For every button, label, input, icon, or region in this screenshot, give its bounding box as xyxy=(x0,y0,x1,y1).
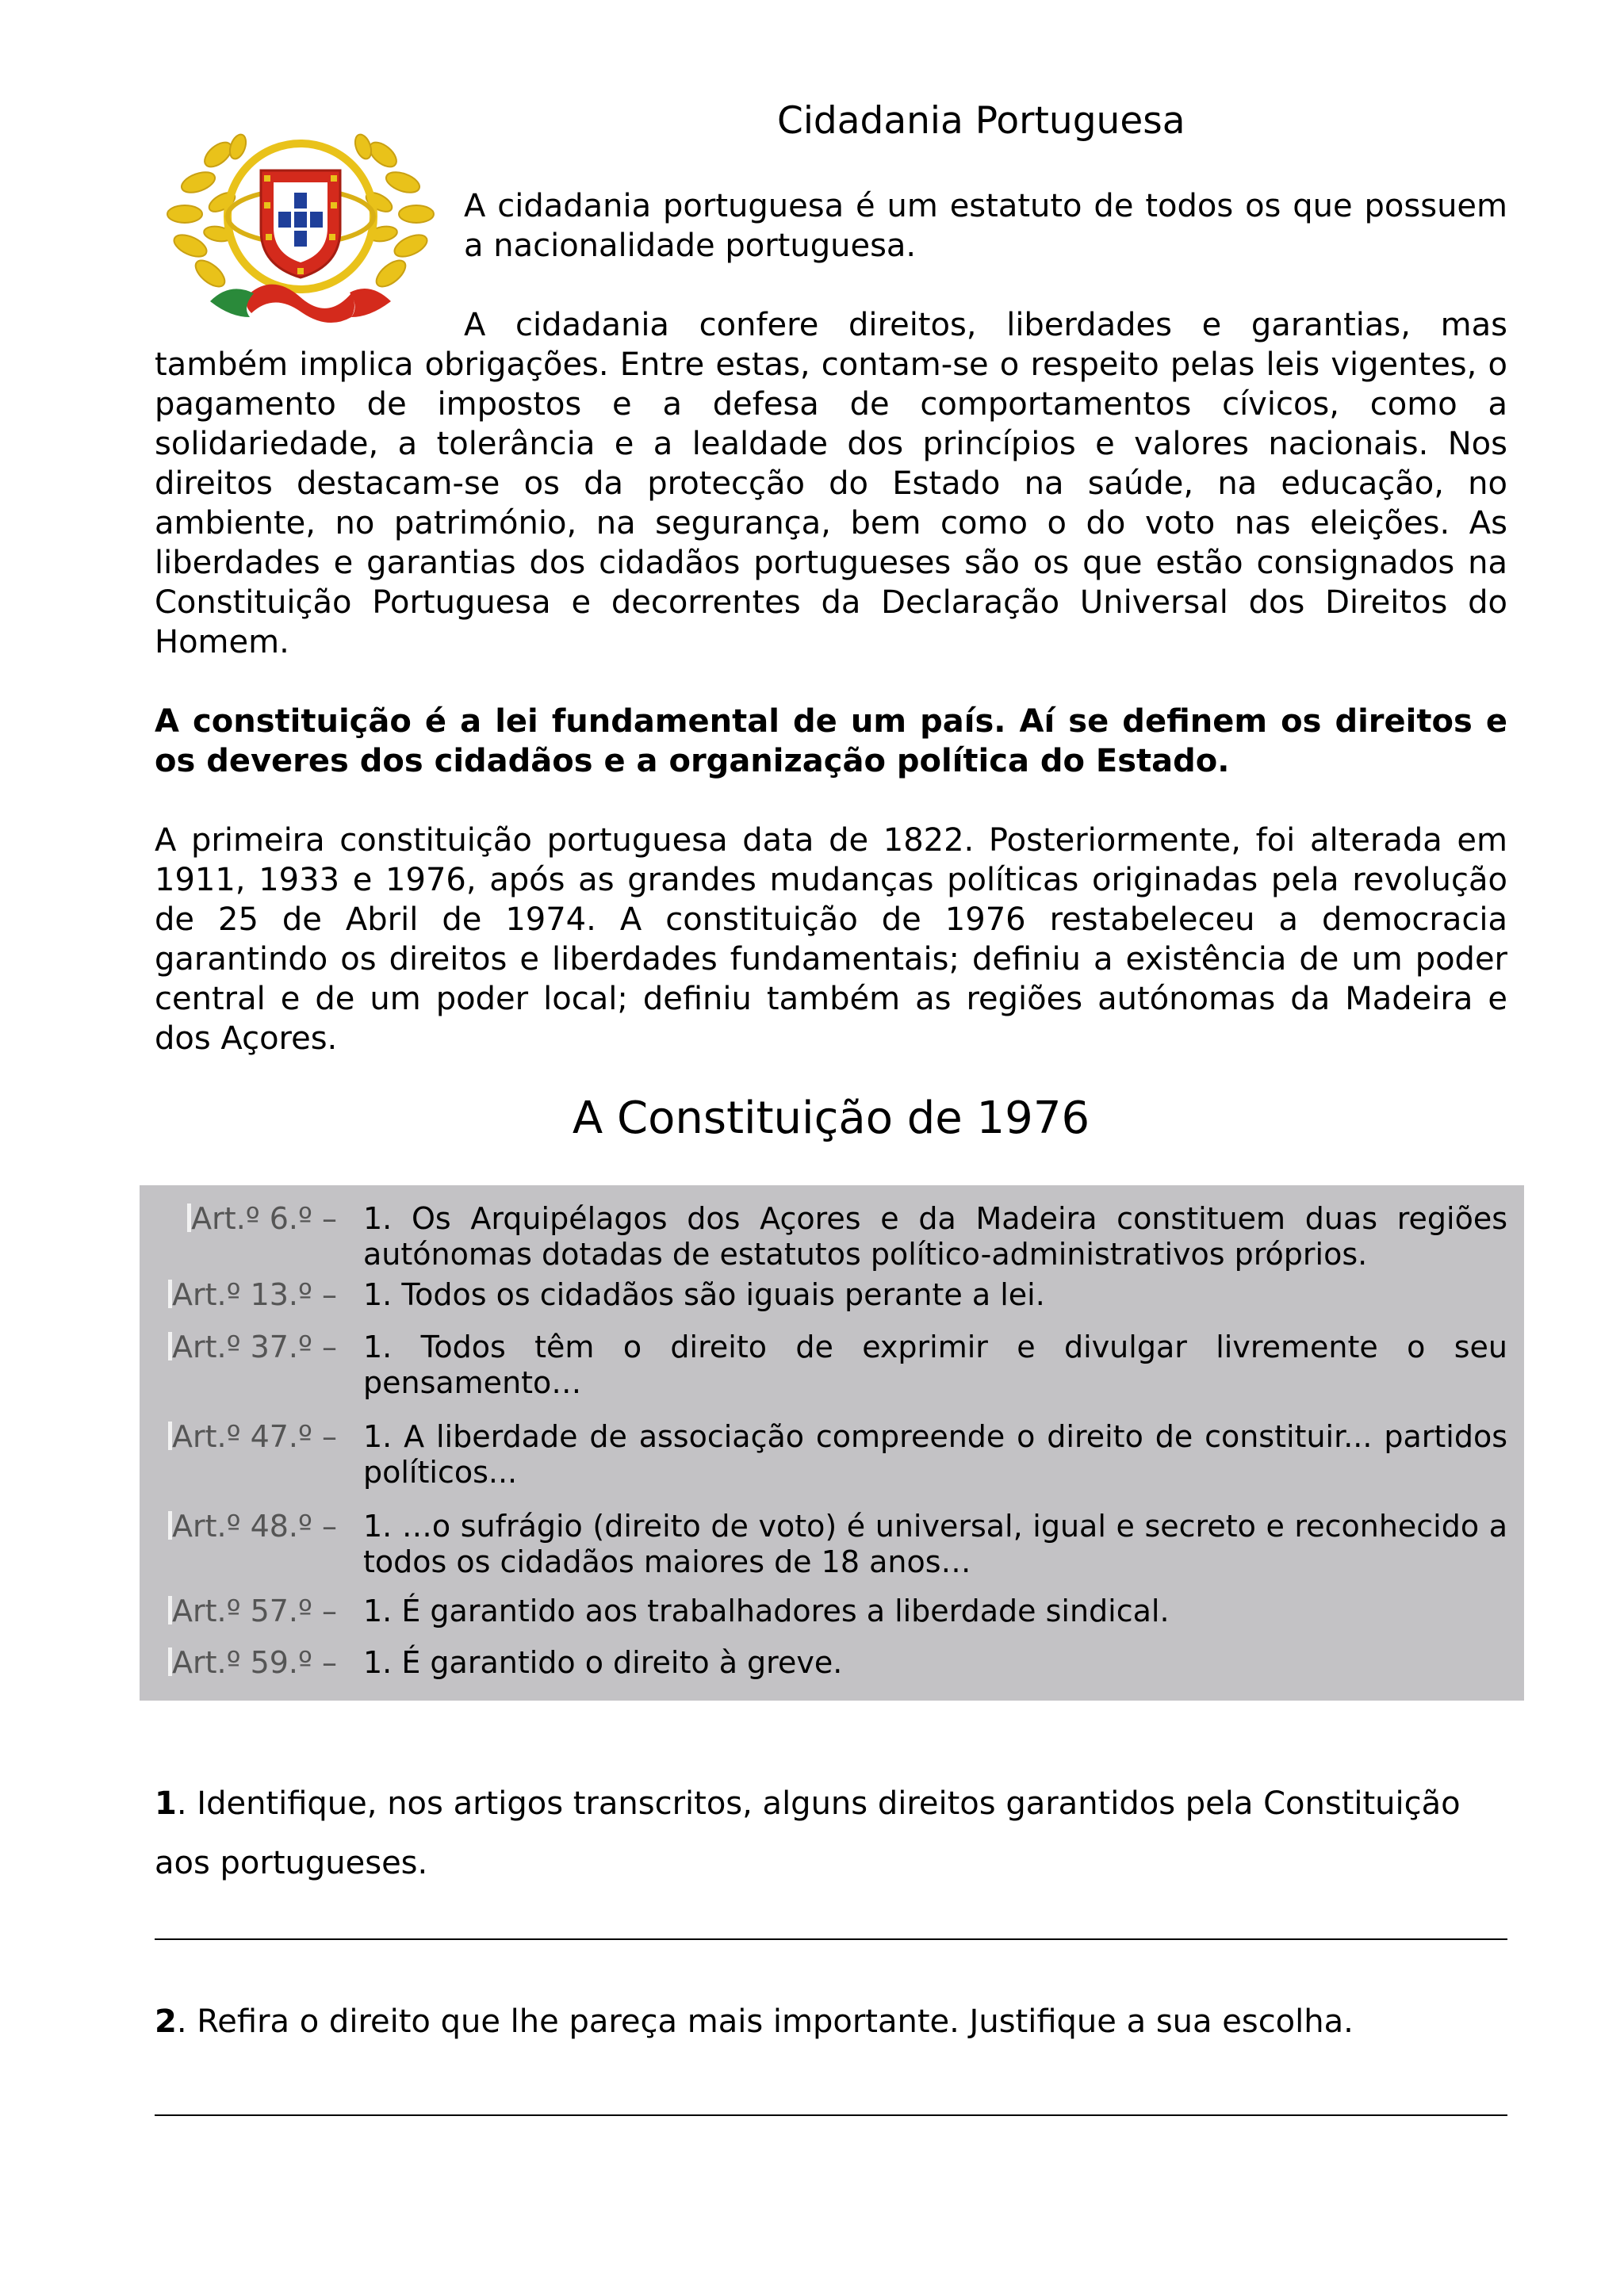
article-text: 1. Os Arquipélagos dos Açores e da Madeira constituem duas regiões autónomas dotadas de estatutos político-administrativos próprios. xyxy=(363,1201,1507,1272)
page-title: Cidadania Portuguesa xyxy=(777,99,1185,143)
answer-line[interactable] xyxy=(155,1938,1507,1940)
article-label: Art.º 48.º – xyxy=(155,1509,337,1544)
constitution-definition: A constituição é a lei fundamental de um país. Aí se definem os direitos e os deveres dos cidadãos e a organização política do Estado. xyxy=(155,703,1507,779)
article-text: 1. Todos têm o direito de exprimir e divulgar livremente o seu pensamento… xyxy=(363,1330,1507,1400)
question-number: 1 xyxy=(155,1785,177,1822)
constitution-history-paragraph: A primeira constituição portuguesa data de 1822. Posteriormente, foi alterada em 1911, 1933 e 1976, após as grandes mudanças políticas originadas pela revolução de 25 de Abril de 1974. A constituição de 1976 restabeleceu a democracia garantindo os direitos e liberdades fundamentais; definiu a existência de um poder central e de um poder local; definiu também as regiões autónomas da Madeira e dos Açores. xyxy=(155,822,1507,1057)
question-text: . Refira o direito que lhe pareça mais importante. Justifique a sua escolha. xyxy=(176,2003,1354,2040)
article-text: 1. …o sufrágio (direito de voto) é universal, igual e secreto e reconhecido a todos os cidadãos maiores de 18 anos… xyxy=(363,1509,1507,1579)
article-label: Art.º 6.º – xyxy=(155,1201,337,1237)
question-text: . Identifique, nos artigos transcritos, alguns direitos garantidos pela Constituição aos portugueses. xyxy=(155,1785,1461,1881)
article-label: Art.º 13.º – xyxy=(155,1277,337,1313)
article-label: Art.º 37.º – xyxy=(155,1330,337,1365)
question-number: 2 xyxy=(155,2003,177,2040)
question-2 xyxy=(155,1992,1507,2052)
article-text: 1. Todos os cidadãos são iguais perante a lei. xyxy=(363,1277,1045,1312)
article-label: Art.º 57.º – xyxy=(155,1594,337,1629)
section-title: A Constituição de 1976 xyxy=(572,1093,1090,1144)
article-text: 1. É garantido o direito à greve. xyxy=(363,1645,843,1680)
articles-box xyxy=(140,1185,1524,1701)
article-text: 1. É garantido aos trabalhadores a liberdade sindical. xyxy=(363,1594,1170,1628)
article-label: Art.º 59.º – xyxy=(155,1645,337,1681)
intro-paragraph-2: A cidadania confere direitos, liberdades e garantias, mas também implica obrigações. Entre estas, contam-se o respeito pelas leis vigentes, o pagamento de impostos e a defesa de comportamentos cívicos, como a solidariedade, a tolerância e a lealdade dos princípios e valores nacionais. Nos direitos destacam-se os da protecção do Estado na saúde, na educação, no ambiente, no património, na segurança, bem como o do voto nas eleições. As liberdades e garantias dos cidadãos portugueses são os que estão consignados na Constituição Portuguesa e decorrentes da Declaração Universal dos Direitos do Homem. xyxy=(155,307,1507,660)
article-label: Art.º 47.º – xyxy=(155,1419,337,1455)
answer-line[interactable] xyxy=(155,2114,1507,2116)
portuguese-coat-of-arms-icon xyxy=(163,123,439,333)
question-1 xyxy=(155,1774,1507,1893)
intro-paragraph-1: A cidadania portuguesa é um estatuto de todos os que possuem a nacionalidade portuguesa. xyxy=(464,188,1507,264)
article-text: 1. A liberdade de associação compreende o direito de constituir... partidos políticos... xyxy=(363,1419,1507,1490)
